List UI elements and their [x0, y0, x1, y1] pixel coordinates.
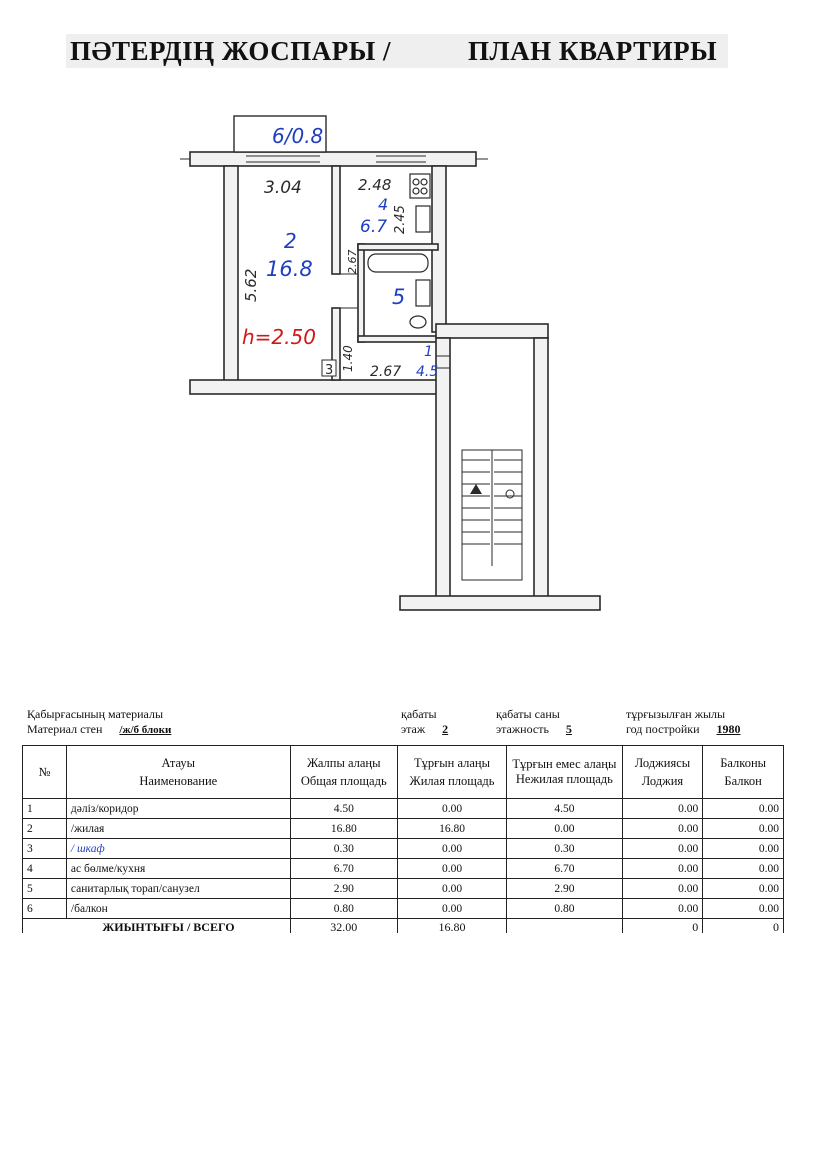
- wall-stair-top: [436, 324, 548, 338]
- cell-name: санитарлық торап/санузел: [66, 879, 290, 899]
- label-dim-kitchen-width: 2.48: [358, 176, 392, 194]
- label-ceiling-height: h=2.50: [242, 325, 316, 349]
- table-header-row: [23, 746, 784, 799]
- header-nonliving-ru: Нежилая площадь: [515, 772, 613, 786]
- wall-bath-top: [358, 244, 438, 250]
- year-block: [626, 707, 741, 737]
- floor-plan: [180, 110, 628, 640]
- cell-living: 0.00: [397, 859, 506, 879]
- year-kz: тұрғызылған жылы: [626, 707, 726, 721]
- wall-material-block: [27, 707, 171, 738]
- label-dim-room-height: 5.62: [242, 268, 260, 302]
- floor-ru-line: [401, 722, 448, 737]
- floor-block: [401, 707, 448, 737]
- kitchen-fixtures: [410, 174, 430, 232]
- page-title-kz: ПӘТЕРДІҢ ЖОСПАРЫ /: [70, 36, 392, 66]
- cell-no: 4: [23, 859, 67, 879]
- cell-name: /балкон: [66, 899, 290, 919]
- floor-ru: этаж: [401, 722, 426, 736]
- label-corridor-area: 4.5: [416, 364, 439, 380]
- area-table: [22, 745, 784, 935]
- total-living: 16.80: [397, 919, 506, 936]
- table-row: [23, 799, 784, 819]
- cell-name: /жилая: [66, 819, 290, 839]
- header-nonliving-kz: Тұрғын емес алаңы: [512, 757, 617, 771]
- label-dim-corridor: 2.67: [370, 364, 402, 380]
- year-ru: год постройки: [626, 722, 700, 736]
- stairs: [462, 450, 522, 580]
- header-loggia-kz: Лоджиясы: [634, 756, 691, 770]
- cell-no: 6: [23, 899, 67, 919]
- total-total: 32.00: [290, 919, 397, 936]
- cell-total: 0.30: [290, 839, 397, 859]
- header-total: [290, 746, 397, 799]
- cell-nonliving: 2.90: [507, 879, 622, 899]
- wall-bottom: [190, 380, 440, 394]
- cell-total: 0.80: [290, 899, 397, 919]
- floors-ru: этажность: [496, 722, 549, 736]
- label-dim-closet: 1.40: [341, 345, 355, 372]
- cell-balcony: 0.00: [703, 859, 784, 879]
- header-loggia-ru: Лоджия: [641, 774, 684, 788]
- cell-loggia: 0.00: [622, 819, 703, 839]
- year-value: 1980: [716, 722, 741, 736]
- header-no: №: [23, 746, 67, 799]
- cell-total: 16.80: [290, 819, 397, 839]
- wall-material-ru: Материал стен: [27, 722, 103, 736]
- cell-nonliving: 0.00: [507, 819, 622, 839]
- cell-no: 2: [23, 819, 67, 839]
- header-living: [397, 746, 506, 799]
- cell-name: / шкаф: [66, 839, 290, 859]
- cell-nonliving: 0.80: [507, 899, 622, 919]
- cell-living: 0.00: [397, 899, 506, 919]
- page-title-ru: ПЛАН КВАРТИРЫ: [468, 36, 718, 66]
- table-row: [23, 819, 784, 839]
- cell-balcony: 0.00: [703, 879, 784, 899]
- wall-left: [224, 166, 238, 384]
- floor-plan-svg: [180, 110, 628, 640]
- label-dim-bath: 2.67: [346, 249, 359, 274]
- table-row: [23, 879, 784, 899]
- cell-nonliving: 0.30: [507, 839, 622, 859]
- cell-total: 6.70: [290, 859, 397, 879]
- total-loggia: 0: [622, 919, 703, 936]
- cell-nonliving: 4.50: [507, 799, 622, 819]
- cell-nonliving: 6.70: [507, 859, 622, 879]
- cell-living: 16.80: [397, 819, 506, 839]
- header-nonliving: [507, 746, 622, 799]
- cell-balcony: 0.00: [703, 819, 784, 839]
- cell-total: 4.50: [290, 799, 397, 819]
- header-balcony-ru: Балкон: [724, 774, 762, 788]
- header-name-ru: Наименование: [139, 774, 218, 788]
- header-name: [66, 746, 290, 799]
- cell-total: 2.90: [290, 879, 397, 899]
- label-closet-number: 3: [325, 363, 334, 378]
- wall-partition-kitchen: [332, 166, 340, 274]
- cell-name: ас бөлме/кухня: [66, 859, 290, 879]
- wall-stair-right: [534, 338, 548, 600]
- label-kitchen-area: 6.7: [360, 217, 388, 237]
- header-balcony: [703, 746, 784, 799]
- stair-arrow: [470, 484, 482, 494]
- wall-material-ru-line: [27, 722, 171, 738]
- wall-stair-bottom: [400, 596, 600, 610]
- cell-name: дәліз/коридор: [66, 799, 290, 819]
- table-row: [23, 899, 784, 919]
- year-ru-line: [626, 722, 741, 737]
- cell-living: 0.00: [397, 799, 506, 819]
- label-corridor-number: 1: [424, 344, 433, 360]
- cell-no: 1: [23, 799, 67, 819]
- table-cutoff: [0, 933, 827, 939]
- header-loggia: [622, 746, 703, 799]
- table-row: [23, 859, 784, 879]
- table-row: [23, 839, 784, 859]
- wall-top: [190, 152, 476, 166]
- header-living-ru: Жилая площадь: [409, 774, 495, 788]
- label-room-area: 16.8: [266, 257, 313, 281]
- wall-material-value: /ж/б блоки: [119, 724, 172, 736]
- cell-no: 3: [23, 839, 67, 859]
- label-dim-top: 3.04: [264, 178, 302, 198]
- wall-bath-bottom: [358, 336, 438, 342]
- cell-balcony: 0.00: [703, 799, 784, 819]
- cell-balcony: 0.00: [703, 839, 784, 859]
- cell-living: 0.00: [397, 839, 506, 859]
- label-dim-kitchen-height: 2.45: [393, 205, 408, 234]
- cell-loggia: 0.00: [622, 899, 703, 919]
- cell-balcony: 0.00: [703, 899, 784, 919]
- total-label: ЖИЫНТЫҒЫ / ВСЕГО: [66, 919, 290, 936]
- label-bath-number: 5: [392, 285, 406, 309]
- wall-material-kz: Қабырғасының материалы: [27, 707, 164, 721]
- header-total-kz: Жалпы алаңы: [306, 756, 381, 770]
- floors-ru-line: [496, 722, 572, 737]
- header-name-kz: Атауы: [161, 756, 196, 770]
- label-kitchen-number: 4: [378, 195, 389, 214]
- floor-kz: қабаты: [401, 707, 437, 721]
- cell-living: 0.00: [397, 879, 506, 899]
- header-living-kz: Тұрғын алаңы: [414, 756, 491, 770]
- cell-no: 5: [23, 879, 67, 899]
- floors-kz: қабаты саны: [496, 707, 560, 721]
- cell-loggia: 0.00: [622, 879, 703, 899]
- label-room-number: 2: [284, 229, 297, 253]
- cell-loggia: 0.00: [622, 839, 703, 859]
- label-balcony: 6/0.8: [272, 124, 324, 148]
- floors-value: 5: [565, 722, 572, 736]
- cell-loggia: 0.00: [622, 859, 703, 879]
- total-balcony: 0: [703, 919, 784, 936]
- floors-block: [496, 707, 572, 737]
- floor-value: 2: [442, 722, 449, 736]
- cell-loggia: 0.00: [622, 799, 703, 819]
- header-total-ru: Общая площадь: [300, 774, 387, 788]
- header-balcony-kz: Балконы: [720, 756, 767, 770]
